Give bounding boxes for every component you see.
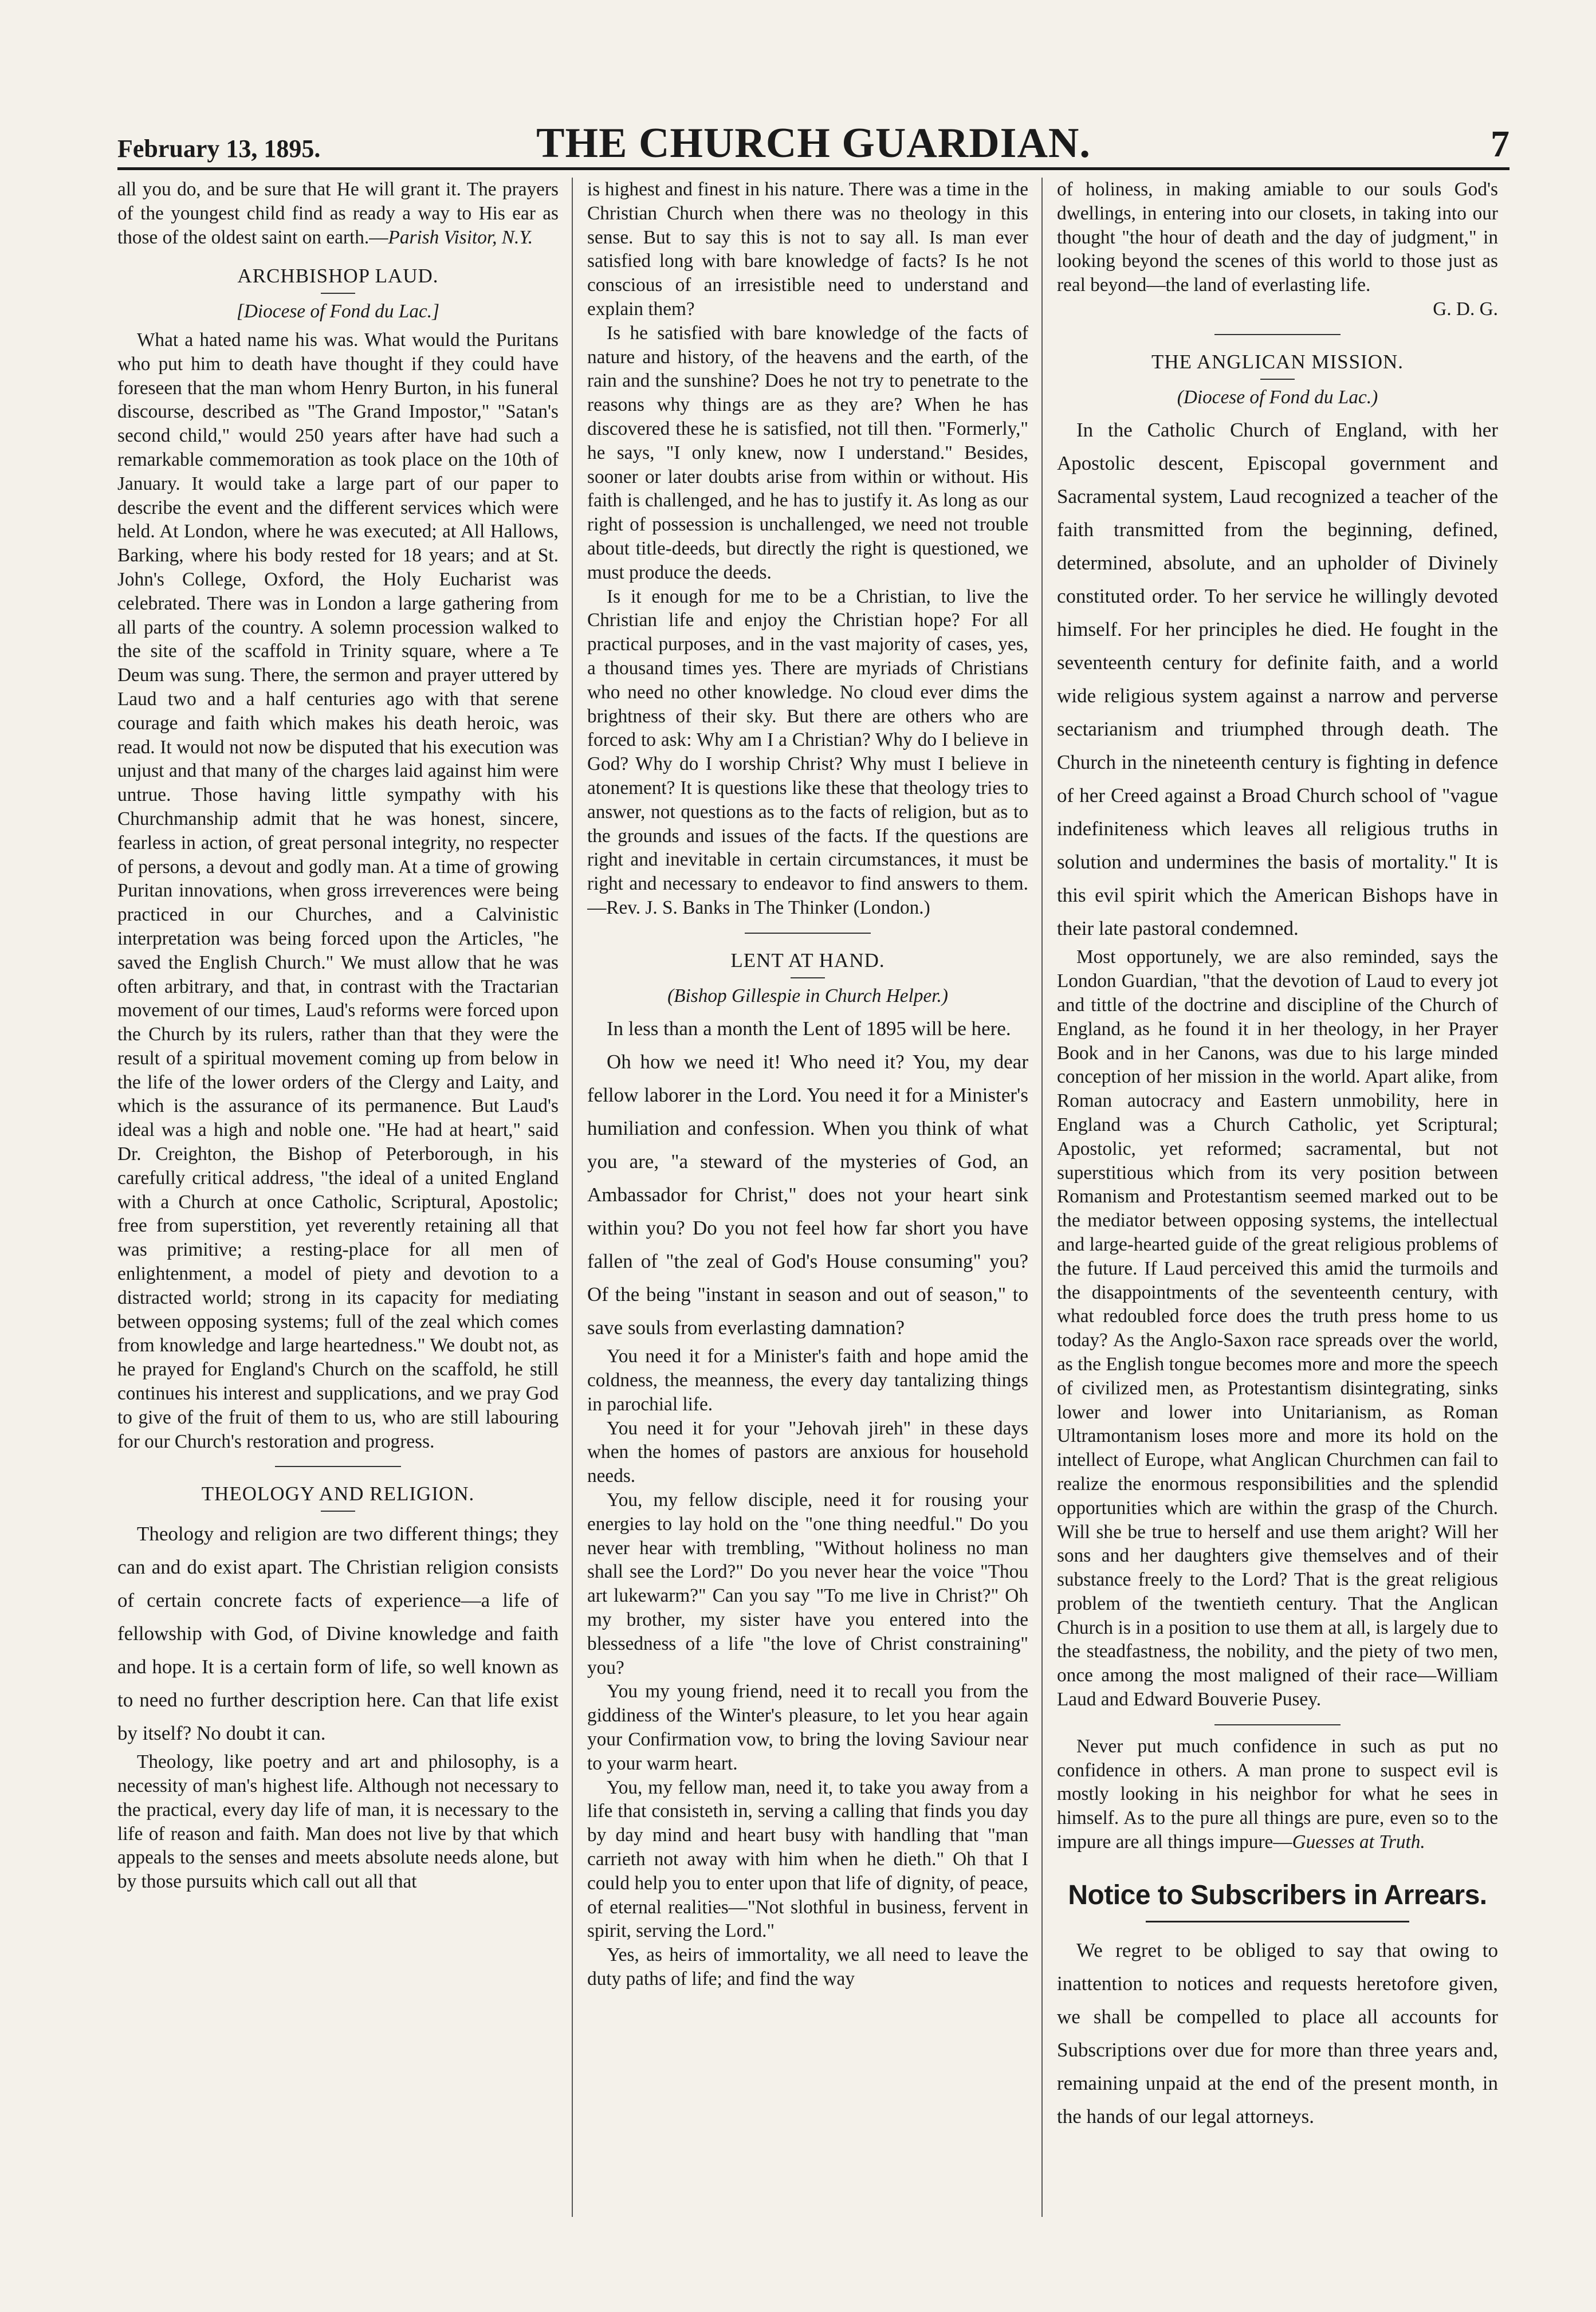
article-separator [1214, 334, 1341, 335]
newspaper-title: THE CHURCH GUARDIAN. [536, 120, 1091, 167]
masthead-rule [117, 167, 1509, 170]
article-source: (Diocese of Fond du Lac.) [1177, 386, 1378, 408]
column-divider-1 [572, 178, 573, 2217]
masthead [117, 119, 1509, 165]
article-paragraph: Is he satisfied with bare knowledge of the facts of nature and history, of the heavens and the earth, of the rain and the sunshine? Does he not try to penetrate to the reasons why things are as they are? When he has discovered these he is satisfied, not till then. "Formerly," he says, "I only knew, now I understand." Besides, sooner or later doubts arise from within or without. His faith is challenged, and he has to justify it. As long as our right of possession is unchallenged, we need not trouble about title-deeds, but directly the right is questioned, we must produce the deeds. [587, 322, 1028, 583]
notice-paragraph: We regret to be obliged to say that owing to inattention to notices and requests heretofore given, we shall be compelled to place all accounts for Subscriptions over due for more than three years and, remaining unpaid at the end of the present month, in the hands of our legal attorneys. [1057, 1939, 1498, 2128]
article-paragraph: What a hated name his was. What would the Puritans who put him to death have thought if they could have foreseen that the man whom Henry Burton, in his funeral discourse, described as "The Grand Impostor," "Satan's second child," would 250 years after have had such a remarkable commemoration as took place on the 10th of January. It would take a large part of our paper to describe the event and the different services which were held. At London, where he was executed; at All Hallows, Barking, where his body rested for 18 years; and at St. John's College, Oxford, the Holy Eucharist was celebrated. There was in London a large gathering from all parts of the country. A solemn procession walked to the site of the scaffold in Trinity square, where a Te Deum was sung. There, the sermon and prayer uttered by Laud two and a half centuries ago with that serene courage and faith which makes his death heroic, was read. It would not now be disputed that his execution was unjust and that many of the charges laid against him were untrue. Those having little sympathy with his Churchmanship admit that he was honest, sincere, fearless in action, of great personal integrity, no respecter of persons, a devout and godly man. At a time of growing Puritan innovations, when gross irreverences were being practiced in our Churches, and a Calvinistic interpretation was being forced upon the Articles, "he saved the English Church." We must allow that he was often arbitrary, and that, in contrast with the Tractarian movement of our times, Laud's reforms were forced upon the Church by its rulers, rather than that they were the result of a spiritual movement coming up from below in the life of the lower orders of the Clergy and Laity, and which is the assurance of its permanence. But Laud's ideal was a high and noble one. "He had at heart," said Dr. Creighton, the Bishop of Peterborough, in his carefully critical address, "the ideal of a united England with a Church at once Catholic, Scriptural, Apostolic; free from superstition, yet reverently retaining all that was primitive; a resting-place for all men of enlightenment, a model of piety and devotion to a distracted world; strong in its capacity for mediating between opposing systems; full of the zeal which comes from knowledge and large heartedness." We doubt not, as he prayed for England's Church on the scaffold, he still continues his interest and supplications, and we pray God to give of the fruit of them to us, who are still labouring for our Church's restoration and progress. [117, 329, 559, 1452]
column-divider-2 [1041, 178, 1043, 2217]
article-paragraph: is highest and finest in his nature. There was a time in the Christian Church when there was no theology in this sense. But to say this is not to say all. Is man ever satisfied long with bare knowledge of facts? Is he not conscious of an irresistible need to understand and explain them? [587, 179, 1028, 320]
article-paragraph: Oh how we need it! Who need it? You, my dear fellow laborer in the Lord. You need it for a Minister's humiliation and confession. When you think of what you are, "a steward of the mysteries of God, an Ambassador for Christ," does not your heart sink within you? Do you not feel how far short you have fallen of "the zeal of God's House consuming" you? Of the being "instant in season and out of season," to save souls from everlasting damnation? [587, 1051, 1028, 1339]
article-paragraph: Is it enough for me to be a Christian, to live the Christian life and enjoy the Christian hope? For all practical purposes, and in the vast majority of cases, yes, a thousand times yes. There are myriads of Christians who need no other knowledge. No cloud ever dims the brightness of their sky. But there are others who are forced to ask: Why am I a Christian? Why do I believe in God? Why do I worship Christ? Why must I believe in atonement? It is questions like these that theology tries to answer, not questions as to the facts of religion, but as to the grounds and issues of the facts. If the questions are right and inevitable in certain circumstances, it must be right and necessary to endeavor to find answers to them.—Rev. J. S. Banks in The Thinker (London.) [587, 585, 1028, 918]
author-initials: G. D. G. [1433, 298, 1498, 320]
article-source: (Bishop Gillespie in Church Helper.) [667, 985, 948, 1006]
article-title-anglican-mission: THE ANGLICAN MISSION. [1151, 350, 1404, 373]
article-paragraph: of holiness, in making amiable to our souls God's dwellings, in entering into our closets, in taking into our thought "the hour of death and the day of judgment," in looking beyond the scenes of this world to those just as real beyond—the land of everlasting life. [1057, 179, 1498, 296]
column-1 [117, 178, 559, 2217]
article-title-archbishop-laud: ARCHBISHOP LAUD. [237, 265, 439, 288]
title-dash [321, 293, 355, 294]
article-source: [Diocese of Fond du Lac.] [236, 301, 440, 323]
page-number: 7 [1491, 123, 1509, 165]
notice-title: Notice to Subscribers in Arrears. [1068, 1880, 1487, 1910]
article-paragraph: You, my fellow disciple, need it for rousing your energies to lay hold on the "one thing needful." Do you never hear with trembling, "Without holiness no man shall see the Lord?" Do you never hear the voice "Thou art lukewarm?" Can you say "To me live in Christ?" Oh my brother, my sister have you entered into the blessedness of a life "the love of Christ constraining" you? [587, 1489, 1028, 1678]
title-dash [321, 1511, 355, 1512]
article-paragraph: You, my fellow man, need it, to take you away from a life that consisteth in, serving a calling that finds you day by day mind and heart busy with handling that "man carrieth not away with him when he dieth." Oh that I could help you to enter upon that life of dignity, of peace, of eternal realities—"Not slothful in business, fervent in spirit, serving the Lord." [587, 1776, 1028, 1942]
article-paragraph: Never put much confidence in such as put no confidence in others. A man prone to suspect evil is mostly looking in his neighbor for what he sees in himself. As to the pure all things are pure, even so to the impure are all things impure—Guesses at Truth. [1057, 1735, 1498, 1853]
article-paragraph: In the Catholic Church of England, with her Apostolic descent, Episcopal government and Sacramental system, Laud recognized a teacher of the faith transmitted from the beginning, defined, determined, absolute, and an upholder of Divinely constituted order. To her service he willingly devoted himself. For her principles he died. He fought in the seventeenth century for definite faith, and a world wide religious system against a narrow and perverse sectarianism and triumphed through death. The Church in the nineteenth century is fighting in defence of her Creed against a Broad Church school of "vague indefiniteness which leaves all religious truths in solution and undermines the basis of mortality." It is this evil spirit which the American Bishops have in their late pastoral condemned. [1057, 419, 1498, 940]
article-paragraph: You need it for your "Jehovah jireh" in these days when the homes of pastors are anxious for household needs. [587, 1417, 1028, 1487]
article-title-theology-religion: THEOLOGY AND RELIGION. [201, 1483, 475, 1505]
article-paragraph: Yes, as heirs of immortality, we all need to leave the duty paths of life; and find the way [587, 1944, 1028, 1990]
article-paragraph: Theology and religion are two different things; they can and do exist apart. The Christian religion consists of certain concrete facts of experience—a life of fellowship with God, of Divine knowledge and faith and hope. It is a certain form of life, so well known as to need no further description here. Can that life exist by itself? No doubt it can. [117, 1523, 559, 1745]
article-separator [275, 1466, 401, 1467]
notice-rule [1146, 1921, 1409, 1922]
column-2 [587, 178, 1028, 2217]
article-separator [1214, 1724, 1341, 1725]
article-paragraph: Theology, like poetry and art and philosophy, is a necessity of man's highest life. Although not necessary to the practical, every day life of man, it is necessary to the life of reason and faith. Man does not live by that which appeals to the senses and meets absolute needs alone, but by those pursuits which call out all that [117, 1751, 559, 1893]
issue-date: February 13, 1895. [117, 135, 321, 163]
article-paragraph: You need it for a Minister's faith and hope amid the coldness, the meanness, the every day tantalizing things in parochial life. [587, 1346, 1028, 1415]
article-paragraph: Most opportunely, we are also reminded, says the London Guardian, "that the devotion of Laud to every jot and tittle of the doctrine and discipline of the Church of England, as he found it in her theology, in her Prayer Book and in her Canons, was due to his large minded conception of her mission in the world. Apart alike, from Roman autocracy and Eastern unmobility, here in England was a Church Catholic, yet Scriptural; Apostolic, yet reformed; sacramental, but not superstitious which from its very position between Romanism and Protestantism seemed marked out to be the mediator between opposing systems, the intellectual and large-hearted guide of the great religious problems of the future. If Laud perceived this amid the turmoils and the disappointments of the seventeenth century, with what redoubled force does the truth press home to us today? As the Anglo-Saxon race spreads over the world, as the English tongue becomes more and more the speech of civilized men, as Protestantism disintegrating, sinks lower and lower into Unitarianism, as Roman Ultramontanism loses more and more its hold on the intellect of Europe, what Anglican Churchmen can fail to realize the enormous responsibilities and the splendid opportunities which are within the grasp of the Church. Will she be true to herself and use them aright? Will her sons and her daughters give themselves and of their substance freely to the Lord? That is the great religious problem of the twentieth century. That the Anglican Church is in a position to use them at all, is largely due to the steadfastness, the nobility, and the piety of two men, once among the most maligned of their race—William Laud and Edward Bouverie Pusey. [1057, 946, 1498, 1711]
article-paragraph: In less than a month the Lent of 1895 will be here. [607, 1017, 1011, 1040]
article-paragraph: You my young friend, need it to recall you from the giddiness of the Winter's pleasure, to let you hear again your Confirmation vow, to bring the loving Saviour near to your warm heart. [587, 1681, 1028, 1774]
column-3 [1057, 178, 1498, 2217]
title-dash [1260, 379, 1295, 380]
title-dash [791, 977, 825, 978]
article-title-lent-at-hand: LENT AT HAND. [730, 949, 885, 972]
article-separator [745, 933, 871, 934]
intro-paragraph: all you do, and be sure that He will grant it. The prayers of the youngest child find as ready a way to His ear as those of the oldest saint on earth.—Parish Visitor, N.Y. [117, 179, 559, 248]
